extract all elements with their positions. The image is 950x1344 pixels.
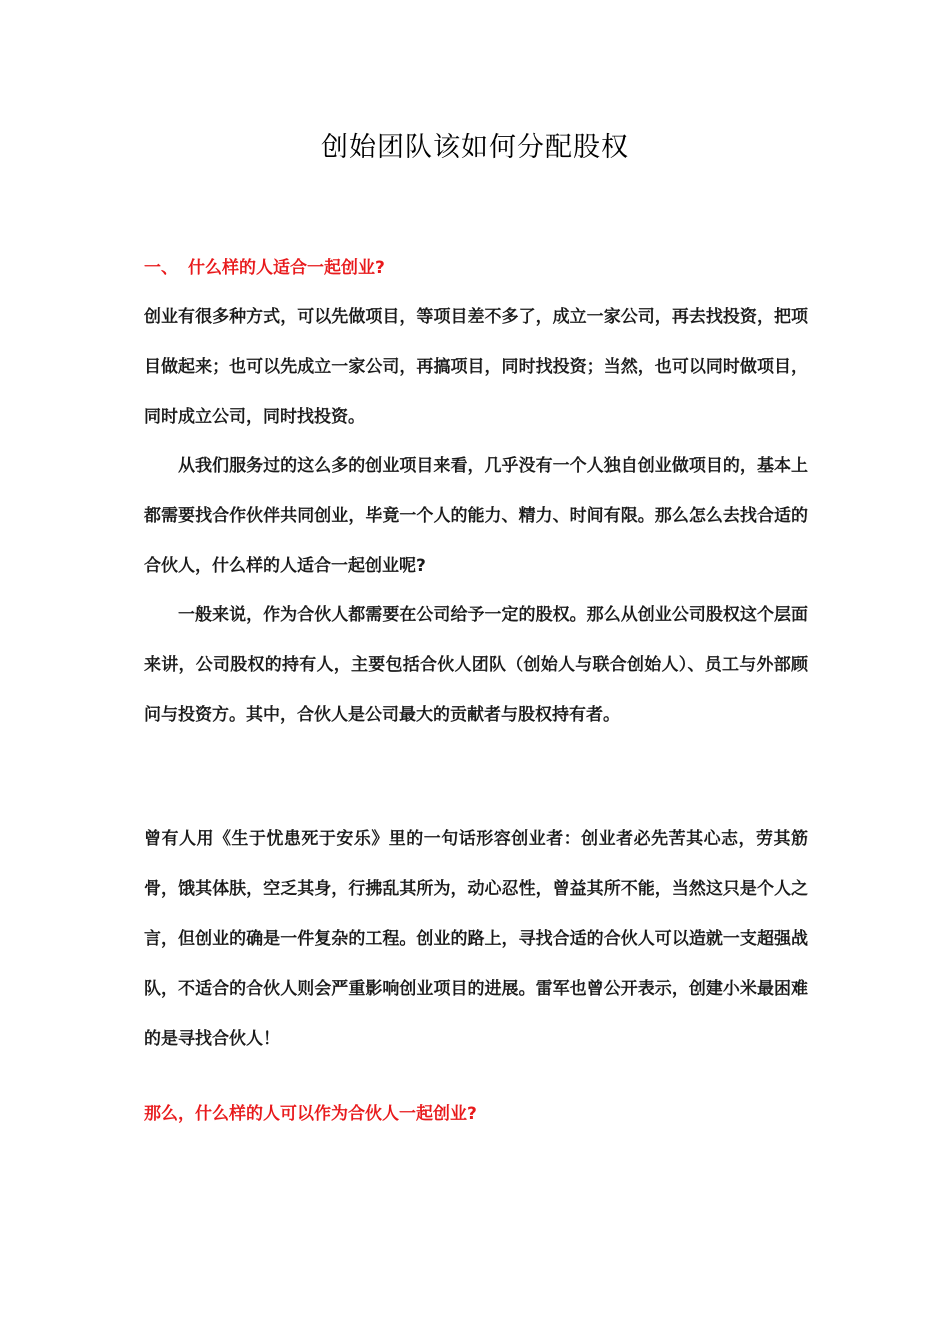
paragraph-2: 从我们服务过的这么多的创业项目来看，几乎没有一个人独自创业做项目的，基本上都需要找合作伙伴共同创业，毕竟一个人的能力、精力、时间有限。那么怎么去找合适的合伙人，什么样的人适合一起创业呢? (144, 456, 808, 576)
section-heading-text: 什么样的人适合一起创业? (188, 258, 385, 278)
paragraph-1: 创业有很多种方式，可以先做项目，等项目差不多了，成立一家公司，再去找投资，把项目做起来；也可以先成立一家公司，再搞项目，同时找投资；当然，也可以同时做项目，同时成立公司，同时找投资。 (144, 307, 808, 427)
section-number: 一、 (144, 258, 178, 278)
paragraph-4: 曾有人用《生于忧患死于安乐》里的一句话形容创业者：创业者必先苦其心志，劳其筋骨，饿其体肤，空乏其身，行拂乱其所为，动心忍性，曾益其所不能，当然这只是个人之言，但创业的确是一件复杂的工程。创业的路上，寻找合适的合伙人可以造就一支超强战队，不适合的合伙人则会严重影响创业项目的进展。雷军也曾公开表示，创建小米最困难的是寻找合伙人！ (144, 829, 808, 1049)
section-heading (144, 254, 385, 282)
document-title: 创始团队该如何分配股权 (321, 132, 629, 163)
sub-heading: 那么，什么样的人可以作为合伙人一起创业? (144, 1104, 477, 1124)
paragraph-3: 一般来说，作为合伙人都需要在公司给予一定的股权。那么从创业公司股权这个层面来讲，公司股权的持有人，主要包括合伙人团队（创始人与联合创始人）、员工与外部顾问与投资方。其中，合伙人是公司最大的贡献者与股权持有者。 (144, 605, 808, 725)
